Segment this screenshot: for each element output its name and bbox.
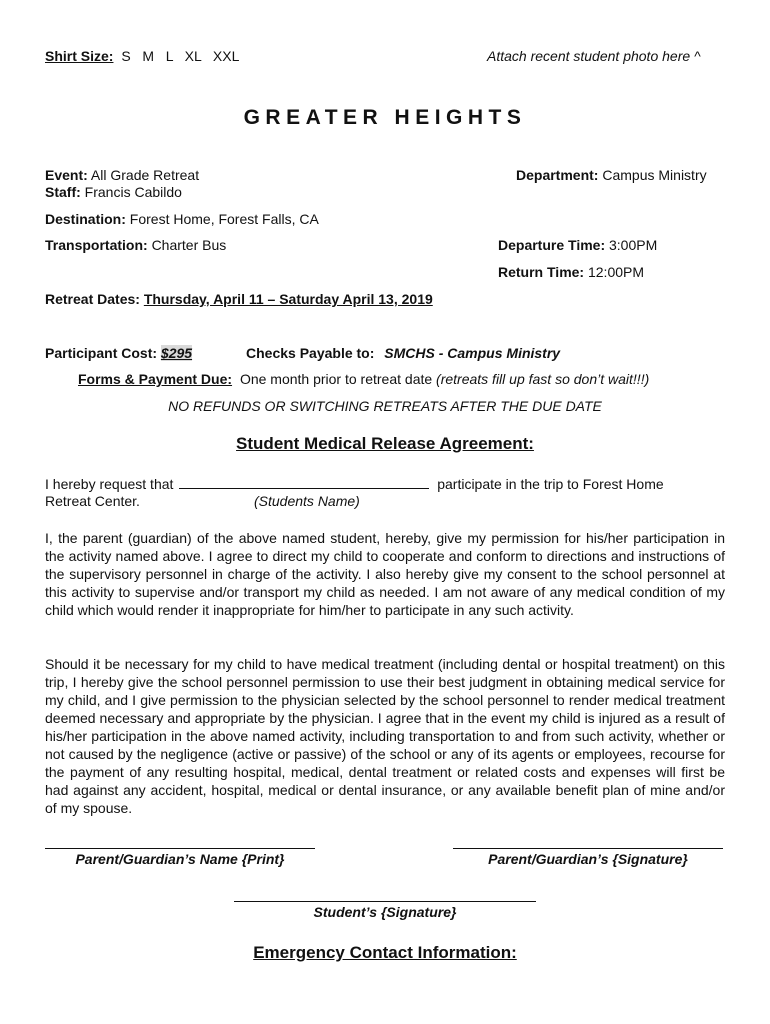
department-value: Campus Ministry [602,167,707,183]
departure-label: Departure Time: [498,237,606,253]
checks-payable-label: Checks Payable to: [246,345,375,361]
staff-value: Francis Cabildo [84,184,182,200]
forms-due-value: One month prior to retreat date [239,371,433,387]
retreat-dates-row [45,291,433,307]
departure-value: 3:00PM [609,237,658,253]
forms-due-note: (retreats fill up fast so don’t wait!!!) [436,371,650,387]
parent-signature-line[interactable] [453,848,723,849]
consent-paragraph: I, the parent (guardian) of the above named student, hereby, give my permission for his/her participation in the activity named above. I agree to direct my child to cooperate and conform to directions and instructions of the supervisory personnel in charge of the activity. I also hereby give my consent to the school personnel at this activity to supervise and/or transport my child as needed. I am not aware of any medical condition of my child which would render it inappropriate for him/her to participate in any such activity. [45,530,725,618]
request-suffix: participate in the trip to Forest Home [437,476,664,492]
request-line-2 [45,493,140,509]
staff-label: Staff: [45,184,81,200]
emergency-contact-heading: Emergency Contact Information: [253,943,517,962]
participant-cost-label: Participant Cost: [45,345,158,361]
destination-label: Destination: [45,211,126,227]
transportation-label: Transportation: [45,237,148,253]
event-label: Event: [45,167,88,183]
return-label: Return Time: [498,264,585,280]
checks-payable-value: SMCHS - Campus Ministry [384,345,561,361]
shirt-size-options: S M L XL XXL [121,48,240,64]
student-name-blank[interactable] [179,476,429,489]
forms-due-row [78,371,649,387]
departure-row [498,237,657,253]
event-row [45,167,199,183]
request-prefix: I hereby request that [45,476,174,492]
student-signature-label: Student’s {Signature} [313,904,457,920]
photo-note: Attach recent student photo here ^ [487,48,701,64]
destination-value: Forest Home, Forest Falls, CA [129,211,319,227]
treatment-paragraph: Should it be necessary for my child to have medical treatment (including dental or hospital treatment) on this trip, I hereby give the school personnel permission to use their best judgment in obtaining medical service for my child, and I give permission to the physician selected by the school personnel to render medical treatment deemed necessary and appropriate by the physician. I agree that in the event my child is injured as a result of his/her participation in the above named activity, including transportation to and from such activity, whether or not caused by the negligence (active or passive) of the school or any of its agents or employees, recourse for the payment of any resulting hospital, medical, dental treatment or related costs and expenses will first be had against any accident, hospital, medical or dental insurance, or any available benefit plan of mine and/or of my spouse. [45,656,725,816]
retreat-dates-value: Thursday, April 11 – Saturday April 13, 2019 [143,291,433,307]
department-label: Department: [516,167,599,183]
destination-row [45,211,319,227]
request-line2-text: Retreat Center. [45,493,140,509]
no-refunds-notice: NO REFUNDS OR SWITCHING RETREATS AFTER THE DUE DATE [168,398,602,414]
checks-payable-row [246,345,560,361]
parent-signature-label: Parent/Guardian’s {Signature} [488,851,688,867]
event-value: All Grade Retreat [90,167,200,183]
shirt-size-label: Shirt Size: [45,48,114,64]
forms-due-label: Forms & Payment Due: [78,371,233,387]
department-row [516,167,707,183]
shirt-size-row [45,48,239,64]
participant-cost-value: $295 [160,345,193,361]
staff-row [45,184,182,200]
medical-release-heading: Student Medical Release Agreement: [236,434,534,453]
transportation-row [45,237,226,253]
students-name-caption: (Students Name) [254,493,360,509]
page-title: GREATER HEIGHTS [243,106,527,129]
request-line [45,476,664,492]
parent-name-label: Parent/Guardian’s Name {Print} [75,851,285,867]
return-value: 12:00PM [587,264,645,280]
transportation-value: Charter Bus [151,237,227,253]
return-row [498,264,644,280]
student-signature-line[interactable] [234,901,536,902]
participant-cost-row [45,345,192,361]
parent-name-line[interactable] [45,848,315,849]
retreat-dates-label: Retreat Dates: [45,291,140,307]
